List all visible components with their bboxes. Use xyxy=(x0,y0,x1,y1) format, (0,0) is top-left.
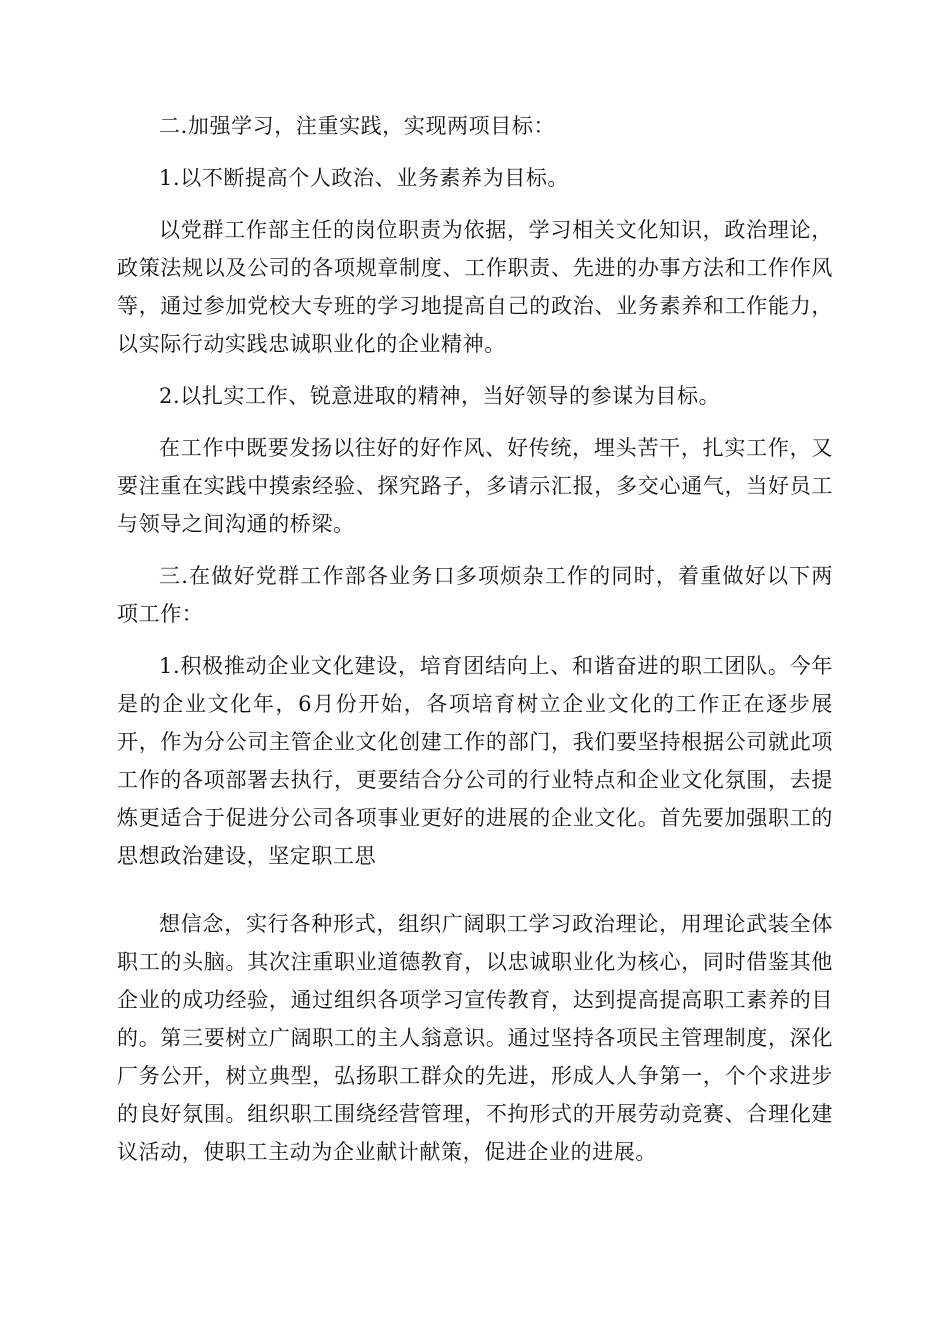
section-heading-two: 二.加强学习，注重实践，实现两项目标： xyxy=(159,114,556,138)
subheading-goal-one: 1.以不断提高个人政治、业务素养为目标。 xyxy=(159,166,570,190)
paragraph-culture-continued: 想信念，实行各种形式，组织广阔职工学习政治理论，用理论武装全体职工的头脑。其次注重职业道德教育，以忠诚职业化为核心，同时借鉴其他企业的成功经验，通过组织各项学习宣传教育，达到提高提高职工素养的目的。第三要树立广阔职工的主人翁意识。通过坚持各项民主管理制度，深化厂务公开，树立典型，弘扬职工群众的先进，形成人人争第一，个个求进步的良好氛围。组织职工围绕经营管理，不拘形式的开展劳动竞赛、合理化建议活动，使职工主动为企业献计献策，促进企业的进展。 xyxy=(117,912,833,1164)
document-body xyxy=(117,107,833,1185)
paragraph-culture-building: 1.积极推动企业文化建设，培育团结向上、和谐奋进的职工团队。今年是的企业文化年，6月份开始，各项培育树立企业文化的工作正在逐步展开，作为分公司主管企业文化创建工作的部门，我们要坚持根据公司就此项工作的各项部署去执行，更要结合分公司的行业特点和企业文化氛围，去提炼更适合于促进分公司各项事业更好的进展的企业文化。首先要加强职工的思想政治建设，坚定职工思 xyxy=(117,654,833,868)
paragraph-goal-two-detail: 在工作中既要发扬以往好的好作风、好传统，埋头苦干，扎实工作，又要注重在实践中摸索经验、探究路子，多请示汇报，多交心通气，当好员工与领导之间沟通的桥梁。 xyxy=(117,436,833,536)
paragraph-goal-one-detail: 以党群工作部主任的岗位职责为依据，学习相关文化知识，政治理论，政策法规以及公司的各项规章制度、工作职责、先进的办事方法和工作作风等，通过参加党校大专班的学习地提高自己的政治、业务素养和工作能力，以实际行动实践忠诚职业化的企业精神。 xyxy=(117,218,833,356)
section-heading-three: 三.在做好党群工作部各业务口多项烦杂工作的同时，着重做好以下两项工作： xyxy=(117,564,833,626)
subheading-goal-two: 2.以扎实工作、锐意进取的精神，当好领导的参谋为目标。 xyxy=(159,384,721,408)
